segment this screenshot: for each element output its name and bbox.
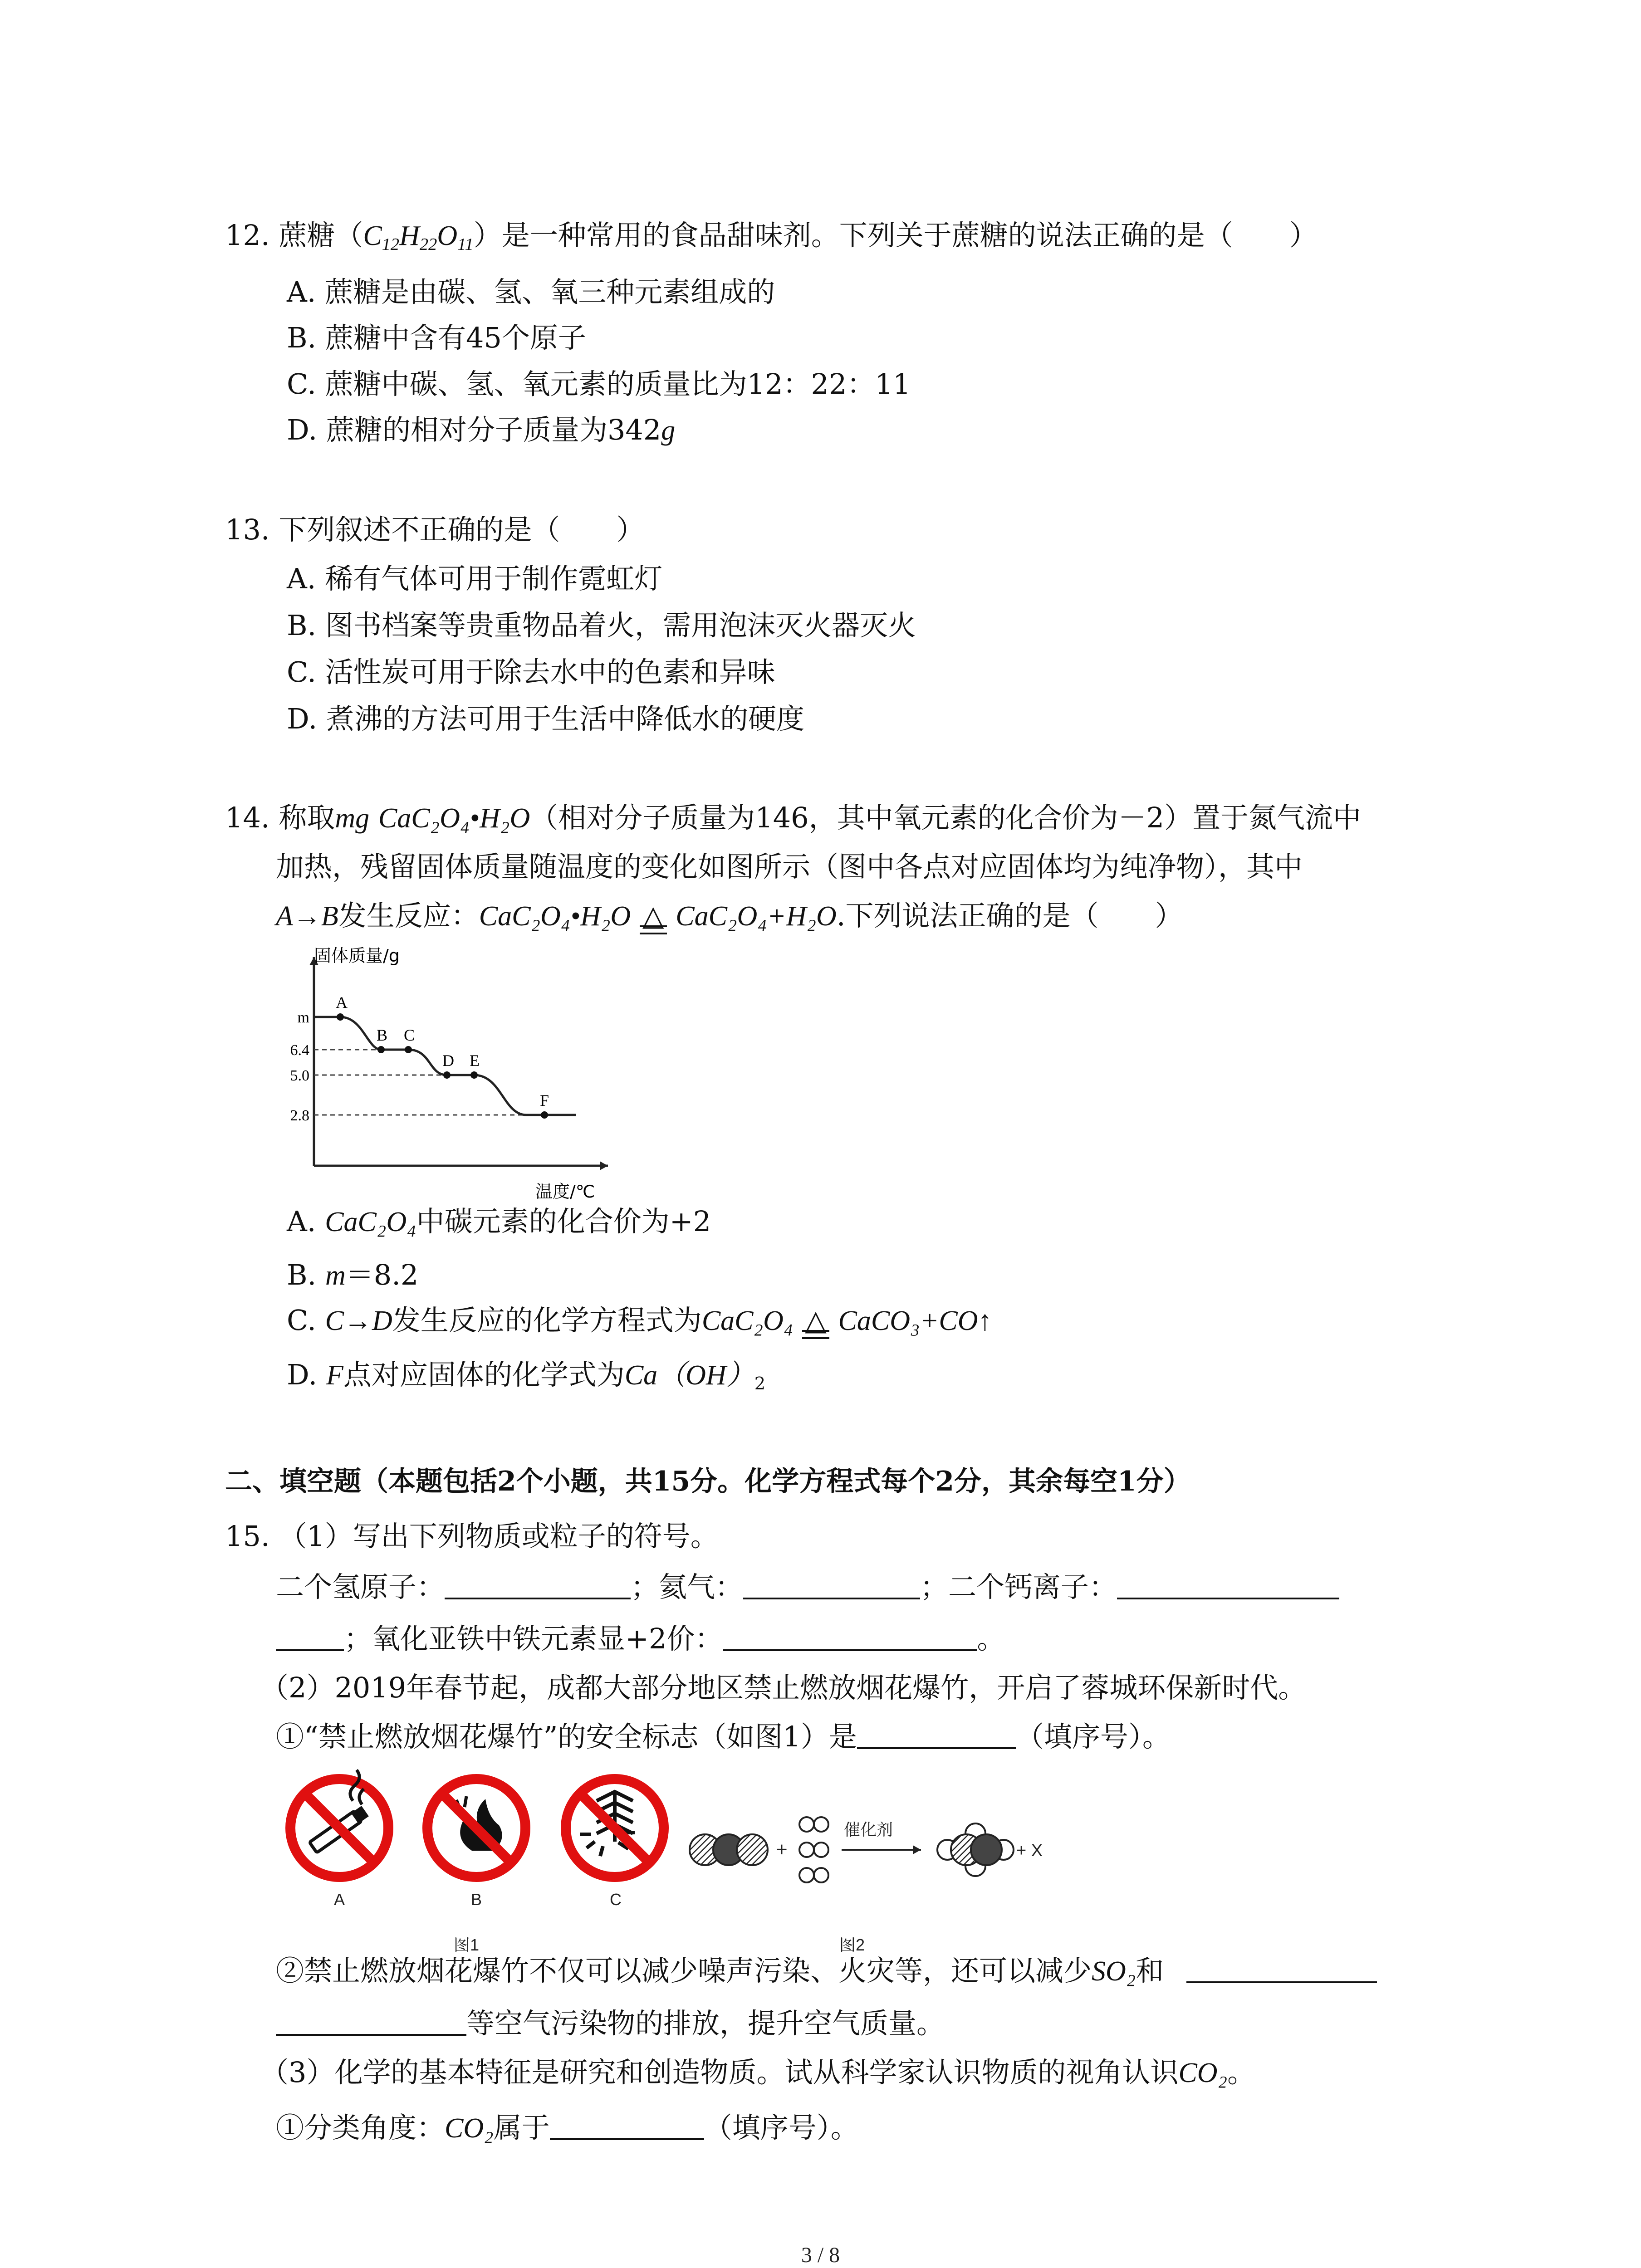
chart-point-e bbox=[470, 1071, 478, 1079]
q14-line3: A→B发生反应：CaC₂O₄•H₂O △ CaC₂O₄+H₂O.下列说法正确的是（ ） bbox=[276, 899, 1183, 932]
q15-part3: （3）化学的基本特征是研究和创造物质。试从科学家认识物质的视角认识CO₂。 bbox=[260, 2056, 1256, 2089]
q15-part2: （2）2019年春节起，成都大部分地区禁止燃放烟花爆竹，开启了蓉城环保新时代。 bbox=[260, 1671, 1307, 1704]
q14-option-d: D. F点对应固体的化学式为$Ca(OH)_2$ bbox=[287, 1358, 766, 1394]
page-number: 3 / 8 bbox=[801, 2243, 840, 2267]
chart-y-tick-label: 6.4 bbox=[290, 1042, 309, 1059]
q12-option-a: A. 蔗糖是由碳、氢、氧三种元素组成的 bbox=[287, 275, 775, 308]
figure-1-label-c: C bbox=[610, 1890, 622, 1909]
chart-point-d bbox=[443, 1071, 451, 1079]
sucrose-formula: $C_{12}H_{22}O_{11}$ bbox=[363, 220, 474, 254]
chart-point-c bbox=[405, 1046, 412, 1053]
answer-blank-safety-sign[interactable] bbox=[857, 1747, 1016, 1749]
q15-part1-line1: 二个氢原子： ；氦气： ；二个钙离子： bbox=[276, 1573, 1339, 1601]
chart-point-label: D bbox=[442, 1051, 454, 1070]
chart-point-a bbox=[337, 1013, 344, 1021]
q12-option-b: B. 蔗糖中含有45个原子 bbox=[287, 321, 586, 354]
answer-blank-pollutant-1[interactable] bbox=[1186, 1981, 1377, 1983]
chart-point-f bbox=[541, 1111, 548, 1119]
q13-stem: 13. 下列叙述不正确的是（ ） bbox=[225, 513, 645, 546]
q15-part1-line2: ；氧化亚铁中铁元素显+2价： 。 bbox=[276, 1625, 1005, 1653]
answer-blank-iron-valence[interactable] bbox=[723, 1649, 977, 1651]
no-fireworks-sign-icon bbox=[566, 1779, 664, 1877]
chart-point-label: E bbox=[470, 1051, 480, 1070]
q12-option-d: D. 蔗糖的相对分子质量为342g bbox=[287, 413, 676, 446]
q13-option-d: D. 煮沸的方法可用于生活中降低水的硬度 bbox=[287, 702, 804, 735]
chart-y-tick-label: 2.8 bbox=[290, 1107, 309, 1124]
q13-option-c: C. 活性炭可用于除去水中的色素和异味 bbox=[287, 655, 775, 689]
chart-point-label: B bbox=[377, 1026, 388, 1044]
figure-1-label-b: B bbox=[471, 1890, 482, 1909]
figure-2-reaction-diagram bbox=[685, 1796, 1066, 1960]
q15-part1: 15. （1）写出下列物质或粒子的符号。 bbox=[225, 1520, 719, 1553]
plus-sign: + bbox=[776, 1838, 788, 1861]
reactant-molecule-icon bbox=[690, 1834, 768, 1865]
q14-option-b: B. m＝8.2 bbox=[287, 1258, 419, 1291]
product-x-label: + X bbox=[1016, 1841, 1043, 1860]
q12-option-c: C. 蔗糖中碳、氢、氧元素的质量比为12：22：11 bbox=[287, 367, 911, 401]
chart-y-tick-label: 5.0 bbox=[290, 1067, 309, 1084]
q14-line1: 14. 称取mg CaC₂O₄•H₂O（相对分子质量为146，其中氧元素的化合价为－2）置于氮气流中 bbox=[225, 801, 1362, 834]
q13-option-b: B. 图书档案等贵重物品着火，需用泡沫灭火器灭火 bbox=[287, 609, 916, 642]
figure-1-caption: 图1 bbox=[454, 1936, 480, 1954]
chart-y-tick-label: m bbox=[297, 1009, 309, 1026]
q15-part2-q2-line2: 等空气污染物的排放，提升空气质量。 bbox=[276, 2009, 945, 2038]
no-open-flame-sign-icon bbox=[427, 1779, 525, 1877]
chart-x-axis-label: 温度/℃ bbox=[535, 1182, 595, 1202]
q14-option-c: C. C→D发生反应的化学方程式为CaC₂O₄ △ CaCO₃+CO↑ bbox=[287, 1304, 992, 1337]
chart-y-axis-label: 固体质量/g bbox=[314, 946, 400, 966]
answer-blank-classification[interactable] bbox=[550, 2138, 704, 2140]
q14-option-a: A. CaC₂O₄中碳元素的化合价为+2 bbox=[287, 1205, 711, 1238]
q12-stem: 12. 蔗糖$(C_{12}H_{22}O_{11})$是一种常用的食品甜味剂。下列关于蔗糖的说法正确的是（ ） bbox=[225, 219, 1318, 254]
answer-blank-calcium-ions-cont[interactable] bbox=[276, 1649, 344, 1651]
heating-symbol: △ bbox=[640, 902, 667, 930]
chart-point-label: F bbox=[540, 1091, 549, 1110]
no-smoking-sign-icon bbox=[290, 1770, 388, 1877]
q15-part2-q2-line1: ②禁止燃放烟花爆竹不仅可以减少噪声污染、火灾等，还可以减少SO₂和 bbox=[276, 1957, 1377, 1985]
answer-blank-hydrogen-atoms[interactable] bbox=[445, 1597, 631, 1599]
q13-option-a: A. 稀有气体可用于制作霓虹灯 bbox=[287, 562, 663, 595]
answer-blank-pollutant-2[interactable] bbox=[276, 2033, 466, 2036]
product-molecule-icon bbox=[937, 1823, 1014, 1876]
hydrogen-molecules-icon bbox=[799, 1817, 828, 1882]
chart-point-label: C bbox=[404, 1026, 415, 1044]
q15-part3-q1: ①分类角度：CO₂属于 （填序号）。 bbox=[276, 2111, 859, 2144]
section-heading: 二、填空题（本题包括2个小题，共15分。化学方程式每个2分，其余每空1分） bbox=[225, 1466, 1191, 1497]
figure-2-caption: 图2 bbox=[839, 1936, 865, 1954]
q14-mass-temperature-chart bbox=[272, 939, 617, 1202]
q12-number: 12. bbox=[225, 219, 270, 252]
x-axis-arrow-icon bbox=[600, 1161, 608, 1170]
figure-1-label-a: A bbox=[334, 1890, 345, 1909]
chart-point-label: A bbox=[336, 993, 348, 1012]
figure-1-safety-signs bbox=[281, 1769, 690, 1960]
chart-point-b bbox=[377, 1046, 385, 1053]
q15-part2-q1: ①“禁止燃放烟花爆竹”的安全标志（如图1）是 （填序号）。 bbox=[276, 1720, 1171, 1753]
q14-line2: 加热，残留固体质量随温度的变化如图所示（图中各点对应固体均为纯净物），其中 bbox=[276, 850, 1303, 883]
answer-blank-helium[interactable] bbox=[743, 1597, 920, 1599]
catalyst-label: 催化剂 bbox=[844, 1820, 893, 1839]
answer-blank-calcium-ions[interactable] bbox=[1117, 1597, 1339, 1599]
